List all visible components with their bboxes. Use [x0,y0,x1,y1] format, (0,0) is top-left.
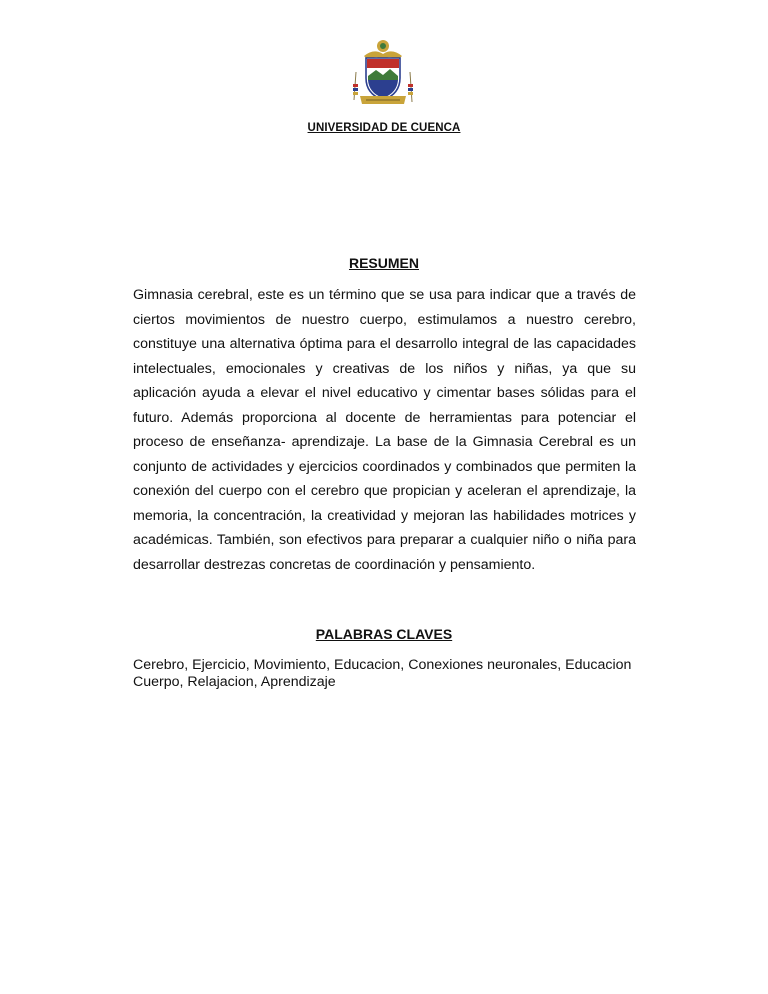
university-name: UNIVERSIDAD DE CUENCA [307,122,461,134]
keywords-list: Cerebro, Ejercicio, Movimiento, Educacion, Conexiones neuronales, Educacion Cuerpo, Relajacion, Aprendizaje [133,657,632,690]
resumen-body: Gimnasia cerebral, este es un término que se usa para indicar que a través de ciertos movimientos de nuestro cuerpo, estimulamos a nuestro cerebro, constituye una alternativa óptima para el desarrollo integral de las capacidades intelectuales, emocionales y creativas de los niños y niñas, ya que su aplicación ayuda a elevar el nivel educativo y cimentar bases sólidas para el futuro. Además proporciona al docente de herramientas para potenciar el proceso de enseñanza- aprendizaje. La base de la Gimnasia Cerebral es un conjunto de actividades y ejercicios coordinados y combinados que permiten la conexión del cuerpo con el cerebro que propician y aceleran el aprendizaje, la memoria, la concentración, la creatividad y mejoran las habilidades motrices y académicas. También, son efectivos para preparar a cualquier niño o niña para desarrollar destrezas concretas de coordinación y pensamiento. [133,287,636,573]
palabras-claves-heading: PALABRAS CLAVES [315,626,453,642]
university-crest-icon [352,38,414,108]
resumen-heading: RESUMEN [348,255,419,271]
